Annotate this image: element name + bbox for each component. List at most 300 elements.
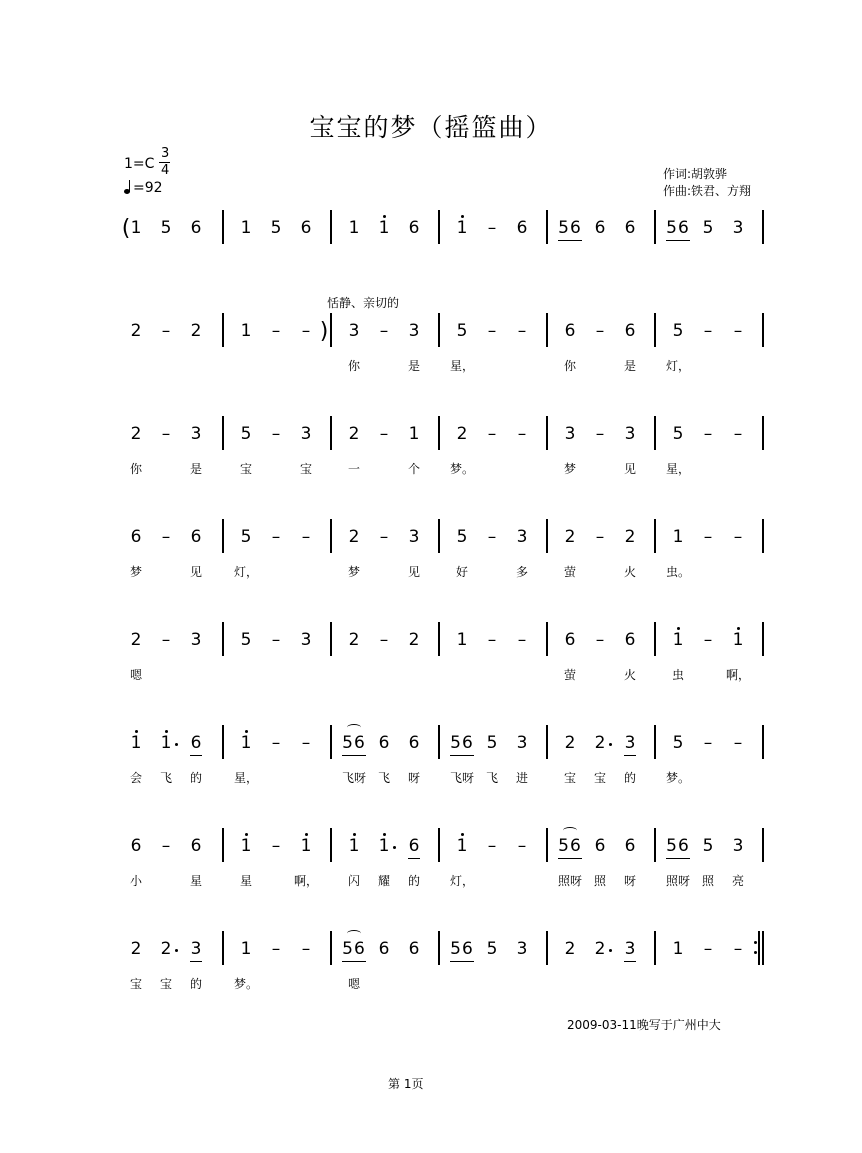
lyric: 梦。	[449, 462, 475, 476]
lyric: 萤	[563, 668, 577, 682]
note: 6	[190, 527, 202, 547]
bar-line	[330, 622, 332, 656]
note: 2	[190, 321, 202, 341]
note: –	[517, 321, 527, 341]
footer-note: 2009-03-11晚写于广州中大	[567, 1018, 721, 1032]
note: 6	[408, 836, 420, 856]
note: –	[161, 630, 171, 650]
lyric: 你	[129, 462, 143, 476]
high-octave-dot	[677, 627, 680, 630]
note: –	[703, 733, 713, 753]
slur	[347, 724, 361, 731]
underline	[450, 961, 474, 962]
bar-line	[222, 210, 224, 244]
note: 1	[672, 939, 684, 959]
note: –	[271, 321, 281, 341]
high-octave-dot	[165, 730, 168, 733]
lyric: 呀	[407, 771, 421, 785]
lyric: 飞	[159, 771, 173, 785]
underline	[190, 755, 202, 756]
note: 5	[240, 527, 252, 547]
lyric: 宝	[129, 977, 143, 991]
note: 1	[300, 836, 312, 856]
note: 56	[342, 733, 366, 753]
high-octave-dot	[737, 627, 740, 630]
lyric: 灯，	[449, 874, 475, 888]
lyric: 个	[407, 462, 421, 476]
note: –	[271, 424, 281, 444]
lyric: 的	[407, 874, 421, 888]
note: 6	[408, 218, 420, 238]
note: 6	[624, 321, 636, 341]
underline	[342, 755, 366, 756]
lyric: 梦	[129, 565, 143, 579]
underline	[624, 755, 636, 756]
note: 5	[672, 733, 684, 753]
bar-line	[654, 416, 656, 450]
note: –	[733, 733, 743, 753]
note: –	[703, 939, 713, 959]
note: –	[733, 939, 743, 959]
bar-line	[762, 931, 764, 965]
lyric: 耀	[377, 874, 391, 888]
note: 3	[190, 630, 202, 650]
bar-line	[654, 931, 656, 965]
bar-line	[222, 622, 224, 656]
bar-line	[330, 931, 332, 965]
note: –	[733, 527, 743, 547]
lyric: 嗯	[129, 668, 143, 682]
note: 3	[300, 424, 312, 444]
note: 2	[130, 321, 142, 341]
bar-line	[762, 519, 764, 553]
lyric: 飞呀	[341, 771, 367, 785]
lyric: 嗯	[347, 977, 361, 991]
note: 6	[408, 733, 420, 753]
bar-line	[222, 313, 224, 347]
note: 6	[594, 218, 606, 238]
bar-line	[762, 416, 764, 450]
lyric: 萤	[563, 565, 577, 579]
note: 5	[240, 630, 252, 650]
bar-line	[438, 725, 440, 759]
lyric: 照呀	[557, 874, 583, 888]
lyric: 灯，	[233, 565, 259, 579]
lyric: 的	[189, 771, 203, 785]
page-number: 第 1页	[388, 1077, 424, 1091]
lyric: 啊，	[725, 668, 751, 682]
note: 3	[190, 939, 202, 959]
note: 3	[732, 836, 744, 856]
bar-line	[438, 622, 440, 656]
note: 5	[456, 321, 468, 341]
note: 1	[130, 218, 142, 238]
underline	[408, 858, 420, 859]
note: 1	[240, 836, 252, 856]
lyric: 的	[189, 977, 203, 991]
underline	[558, 240, 582, 241]
bar-line	[438, 416, 440, 450]
bar-line	[654, 313, 656, 347]
bar-line	[438, 519, 440, 553]
underline	[450, 755, 474, 756]
lyric: 一	[347, 462, 361, 476]
note: 3	[624, 424, 636, 444]
bar-line	[222, 828, 224, 862]
high-octave-dot	[461, 215, 464, 218]
lyric: 你	[563, 359, 577, 373]
note: 2	[564, 939, 576, 959]
note: 3	[300, 630, 312, 650]
note: 3	[564, 424, 576, 444]
bar-line	[330, 313, 332, 347]
note: 6	[130, 836, 142, 856]
lyric: 火	[623, 668, 637, 682]
note: 56	[450, 733, 474, 753]
bar-line	[654, 725, 656, 759]
note: 2	[594, 939, 606, 959]
note: –	[487, 630, 497, 650]
note: 5	[456, 527, 468, 547]
bar-line	[546, 416, 548, 450]
lyric: 宝	[239, 462, 253, 476]
note: 5	[702, 218, 714, 238]
bar-line	[546, 622, 548, 656]
note: –	[487, 321, 497, 341]
note: 6	[190, 836, 202, 856]
note: –	[271, 630, 281, 650]
note: 6	[190, 218, 202, 238]
note: 6	[408, 939, 420, 959]
note: 1	[456, 836, 468, 856]
note: –	[703, 424, 713, 444]
repeat-dot	[754, 941, 757, 944]
note: 2	[348, 424, 360, 444]
high-octave-dot	[353, 833, 356, 836]
augmentation-dot	[175, 743, 178, 746]
note: 1	[456, 218, 468, 238]
close-paren: )	[319, 319, 329, 344]
tempo-value: =92	[133, 180, 163, 196]
bar-line	[546, 828, 548, 862]
note: 1	[672, 630, 684, 650]
note: 6	[378, 733, 390, 753]
note: 2	[564, 527, 576, 547]
augmentation-dot	[609, 949, 612, 952]
bar-line	[330, 828, 332, 862]
note: –	[517, 424, 527, 444]
lyric: 是	[189, 462, 203, 476]
note: 1	[408, 424, 420, 444]
note: –	[301, 527, 311, 547]
bar-line	[654, 519, 656, 553]
underline	[558, 858, 582, 859]
note: 1	[672, 527, 684, 547]
note: –	[517, 630, 527, 650]
note: 56	[342, 939, 366, 959]
bar-line	[330, 725, 332, 759]
bar-line	[654, 622, 656, 656]
note: 6	[624, 630, 636, 650]
note: 1	[378, 836, 390, 856]
note: –	[487, 527, 497, 547]
note: –	[161, 836, 171, 856]
note: –	[379, 424, 389, 444]
note: 1	[240, 218, 252, 238]
note: –	[379, 630, 389, 650]
note: 56	[666, 218, 690, 238]
note: 56	[558, 836, 582, 856]
note: –	[271, 527, 281, 547]
note: 1	[130, 733, 142, 753]
note: –	[595, 630, 605, 650]
note: –	[595, 527, 605, 547]
note: 1	[348, 218, 360, 238]
bar-line	[222, 416, 224, 450]
lyric: 飞	[485, 771, 499, 785]
high-octave-dot	[245, 730, 248, 733]
bar-line	[438, 931, 440, 965]
lyric: 火	[623, 565, 637, 579]
open-paren: (	[121, 216, 131, 241]
note: 5	[672, 424, 684, 444]
lyric: 宝	[159, 977, 173, 991]
note: –	[733, 424, 743, 444]
note: –	[301, 321, 311, 341]
lyric: 闪	[347, 874, 361, 888]
bar-line	[438, 210, 440, 244]
bar-line	[762, 725, 764, 759]
note: 6	[594, 836, 606, 856]
note: –	[703, 527, 713, 547]
note: 1	[456, 630, 468, 650]
note: –	[301, 733, 311, 753]
lyric: 的	[623, 771, 637, 785]
lyric: 见	[189, 565, 203, 579]
lyric: 虫	[671, 668, 685, 682]
lyric: 进	[515, 771, 529, 785]
note: 56	[450, 939, 474, 959]
underline	[190, 961, 202, 962]
note: 1	[348, 836, 360, 856]
time-signature-top: 3	[161, 146, 170, 161]
lyric: 小	[129, 874, 143, 888]
note: –	[487, 218, 497, 238]
note: –	[487, 424, 497, 444]
note: –	[595, 321, 605, 341]
lyric: 照呀	[665, 874, 691, 888]
note: –	[271, 733, 281, 753]
underline	[624, 961, 636, 962]
lyric: 梦。	[233, 977, 259, 991]
note: 3	[516, 939, 528, 959]
lyric: 飞	[377, 771, 391, 785]
note: 3	[624, 733, 636, 753]
bar-line	[222, 931, 224, 965]
note: 1	[240, 939, 252, 959]
note: 6	[516, 218, 528, 238]
note: 2	[160, 939, 172, 959]
note: 2	[456, 424, 468, 444]
note: 3	[516, 733, 528, 753]
note: 6	[378, 939, 390, 959]
note: 3	[190, 424, 202, 444]
note: –	[703, 321, 713, 341]
note: –	[271, 836, 281, 856]
note: 2	[594, 733, 606, 753]
note: –	[487, 836, 497, 856]
bar-line	[546, 725, 548, 759]
note: 2	[408, 630, 420, 650]
note: 2	[348, 630, 360, 650]
note: 3	[408, 321, 420, 341]
note: 6	[564, 321, 576, 341]
high-octave-dot	[245, 833, 248, 836]
lyric: 会	[129, 771, 143, 785]
bar-line	[654, 210, 656, 244]
lyric: 是	[407, 359, 421, 373]
expression-mark: 恬静、亲切的	[327, 296, 400, 310]
underline	[342, 961, 366, 962]
high-octave-dot	[305, 833, 308, 836]
lyric: 见	[407, 565, 421, 579]
note: 2	[348, 527, 360, 547]
lyric: 呀	[623, 874, 637, 888]
note: –	[301, 939, 311, 959]
lyric: 是	[623, 359, 637, 373]
final-bar-line	[758, 931, 760, 965]
lyric: 星，	[449, 359, 475, 373]
note: –	[595, 424, 605, 444]
repeat-dot	[754, 951, 757, 954]
note: 56	[666, 836, 690, 856]
lyric: 飞呀	[449, 771, 475, 785]
lyricist: 作词:胡敦骅	[663, 167, 728, 181]
note: –	[517, 836, 527, 856]
note: 2	[130, 630, 142, 650]
note: –	[161, 321, 171, 341]
page-title: 宝宝的梦（摇篮曲）	[309, 113, 553, 142]
lyric: 梦	[563, 462, 577, 476]
bar-line	[438, 313, 440, 347]
composer: 作曲:铁君、方翔	[663, 184, 752, 198]
note: –	[703, 630, 713, 650]
lyric: 梦	[347, 565, 361, 579]
bar-line	[762, 313, 764, 347]
note: 5	[160, 218, 172, 238]
note: 5	[486, 939, 498, 959]
note: –	[161, 527, 171, 547]
slur	[347, 930, 361, 937]
note: 5	[672, 321, 684, 341]
lyric: 见	[623, 462, 637, 476]
note: –	[379, 321, 389, 341]
note: 5	[270, 218, 282, 238]
note: 56	[558, 218, 582, 238]
bar-line	[330, 210, 332, 244]
bar-line	[546, 519, 548, 553]
note: 3	[516, 527, 528, 547]
note: 3	[348, 321, 360, 341]
note: 6	[564, 630, 576, 650]
note: 5	[486, 733, 498, 753]
lyric: 星	[239, 874, 253, 888]
lyric: 星，	[665, 462, 691, 476]
note: 6	[624, 218, 636, 238]
note: 1	[732, 630, 744, 650]
lyric: 宝	[299, 462, 313, 476]
bar-line	[222, 519, 224, 553]
lyric: 照	[701, 874, 715, 888]
lyric: 梦。	[665, 771, 691, 785]
note: 1	[240, 733, 252, 753]
note: 3	[624, 939, 636, 959]
bar-line	[330, 416, 332, 450]
note: 6	[624, 836, 636, 856]
note: 3	[732, 218, 744, 238]
bar-line	[762, 828, 764, 862]
key-signature: 1=C	[124, 156, 155, 172]
note: 5	[702, 836, 714, 856]
lyric: 宝	[563, 771, 577, 785]
note: 1	[240, 321, 252, 341]
note: 6	[190, 733, 202, 753]
bar-line	[438, 828, 440, 862]
note: –	[271, 939, 281, 959]
lyric: 星	[189, 874, 203, 888]
high-octave-dot	[383, 215, 386, 218]
bar-line	[546, 931, 548, 965]
lyric: 啊，	[293, 874, 319, 888]
note: –	[161, 424, 171, 444]
bar-line	[762, 622, 764, 656]
lyric: 多	[515, 565, 529, 579]
augmentation-dot	[175, 949, 178, 952]
underline	[666, 240, 690, 241]
note: 2	[564, 733, 576, 753]
underline	[666, 858, 690, 859]
note: 1	[160, 733, 172, 753]
high-octave-dot	[135, 730, 138, 733]
lyric: 亮	[731, 874, 745, 888]
bar-line	[654, 828, 656, 862]
lyric: 你	[347, 359, 361, 373]
augmentation-dot	[609, 743, 612, 746]
lyric: 星，	[233, 771, 259, 785]
high-octave-dot	[383, 833, 386, 836]
bar-line	[762, 210, 764, 244]
high-octave-dot	[461, 833, 464, 836]
note: 2	[130, 939, 142, 959]
note: –	[379, 527, 389, 547]
lyric: 好	[455, 565, 469, 579]
bar-line	[222, 725, 224, 759]
bar-line	[546, 210, 548, 244]
note: 3	[408, 527, 420, 547]
lyric: 虫。	[665, 565, 691, 579]
note: 6	[130, 527, 142, 547]
lyric: 灯，	[665, 359, 691, 373]
lyric: 照	[593, 874, 607, 888]
note: 5	[240, 424, 252, 444]
slur	[563, 827, 577, 834]
bar-line	[546, 313, 548, 347]
note: 6	[300, 218, 312, 238]
bar-line	[330, 519, 332, 553]
note: 1	[378, 218, 390, 238]
note: –	[733, 321, 743, 341]
lyric: 宝	[593, 771, 607, 785]
